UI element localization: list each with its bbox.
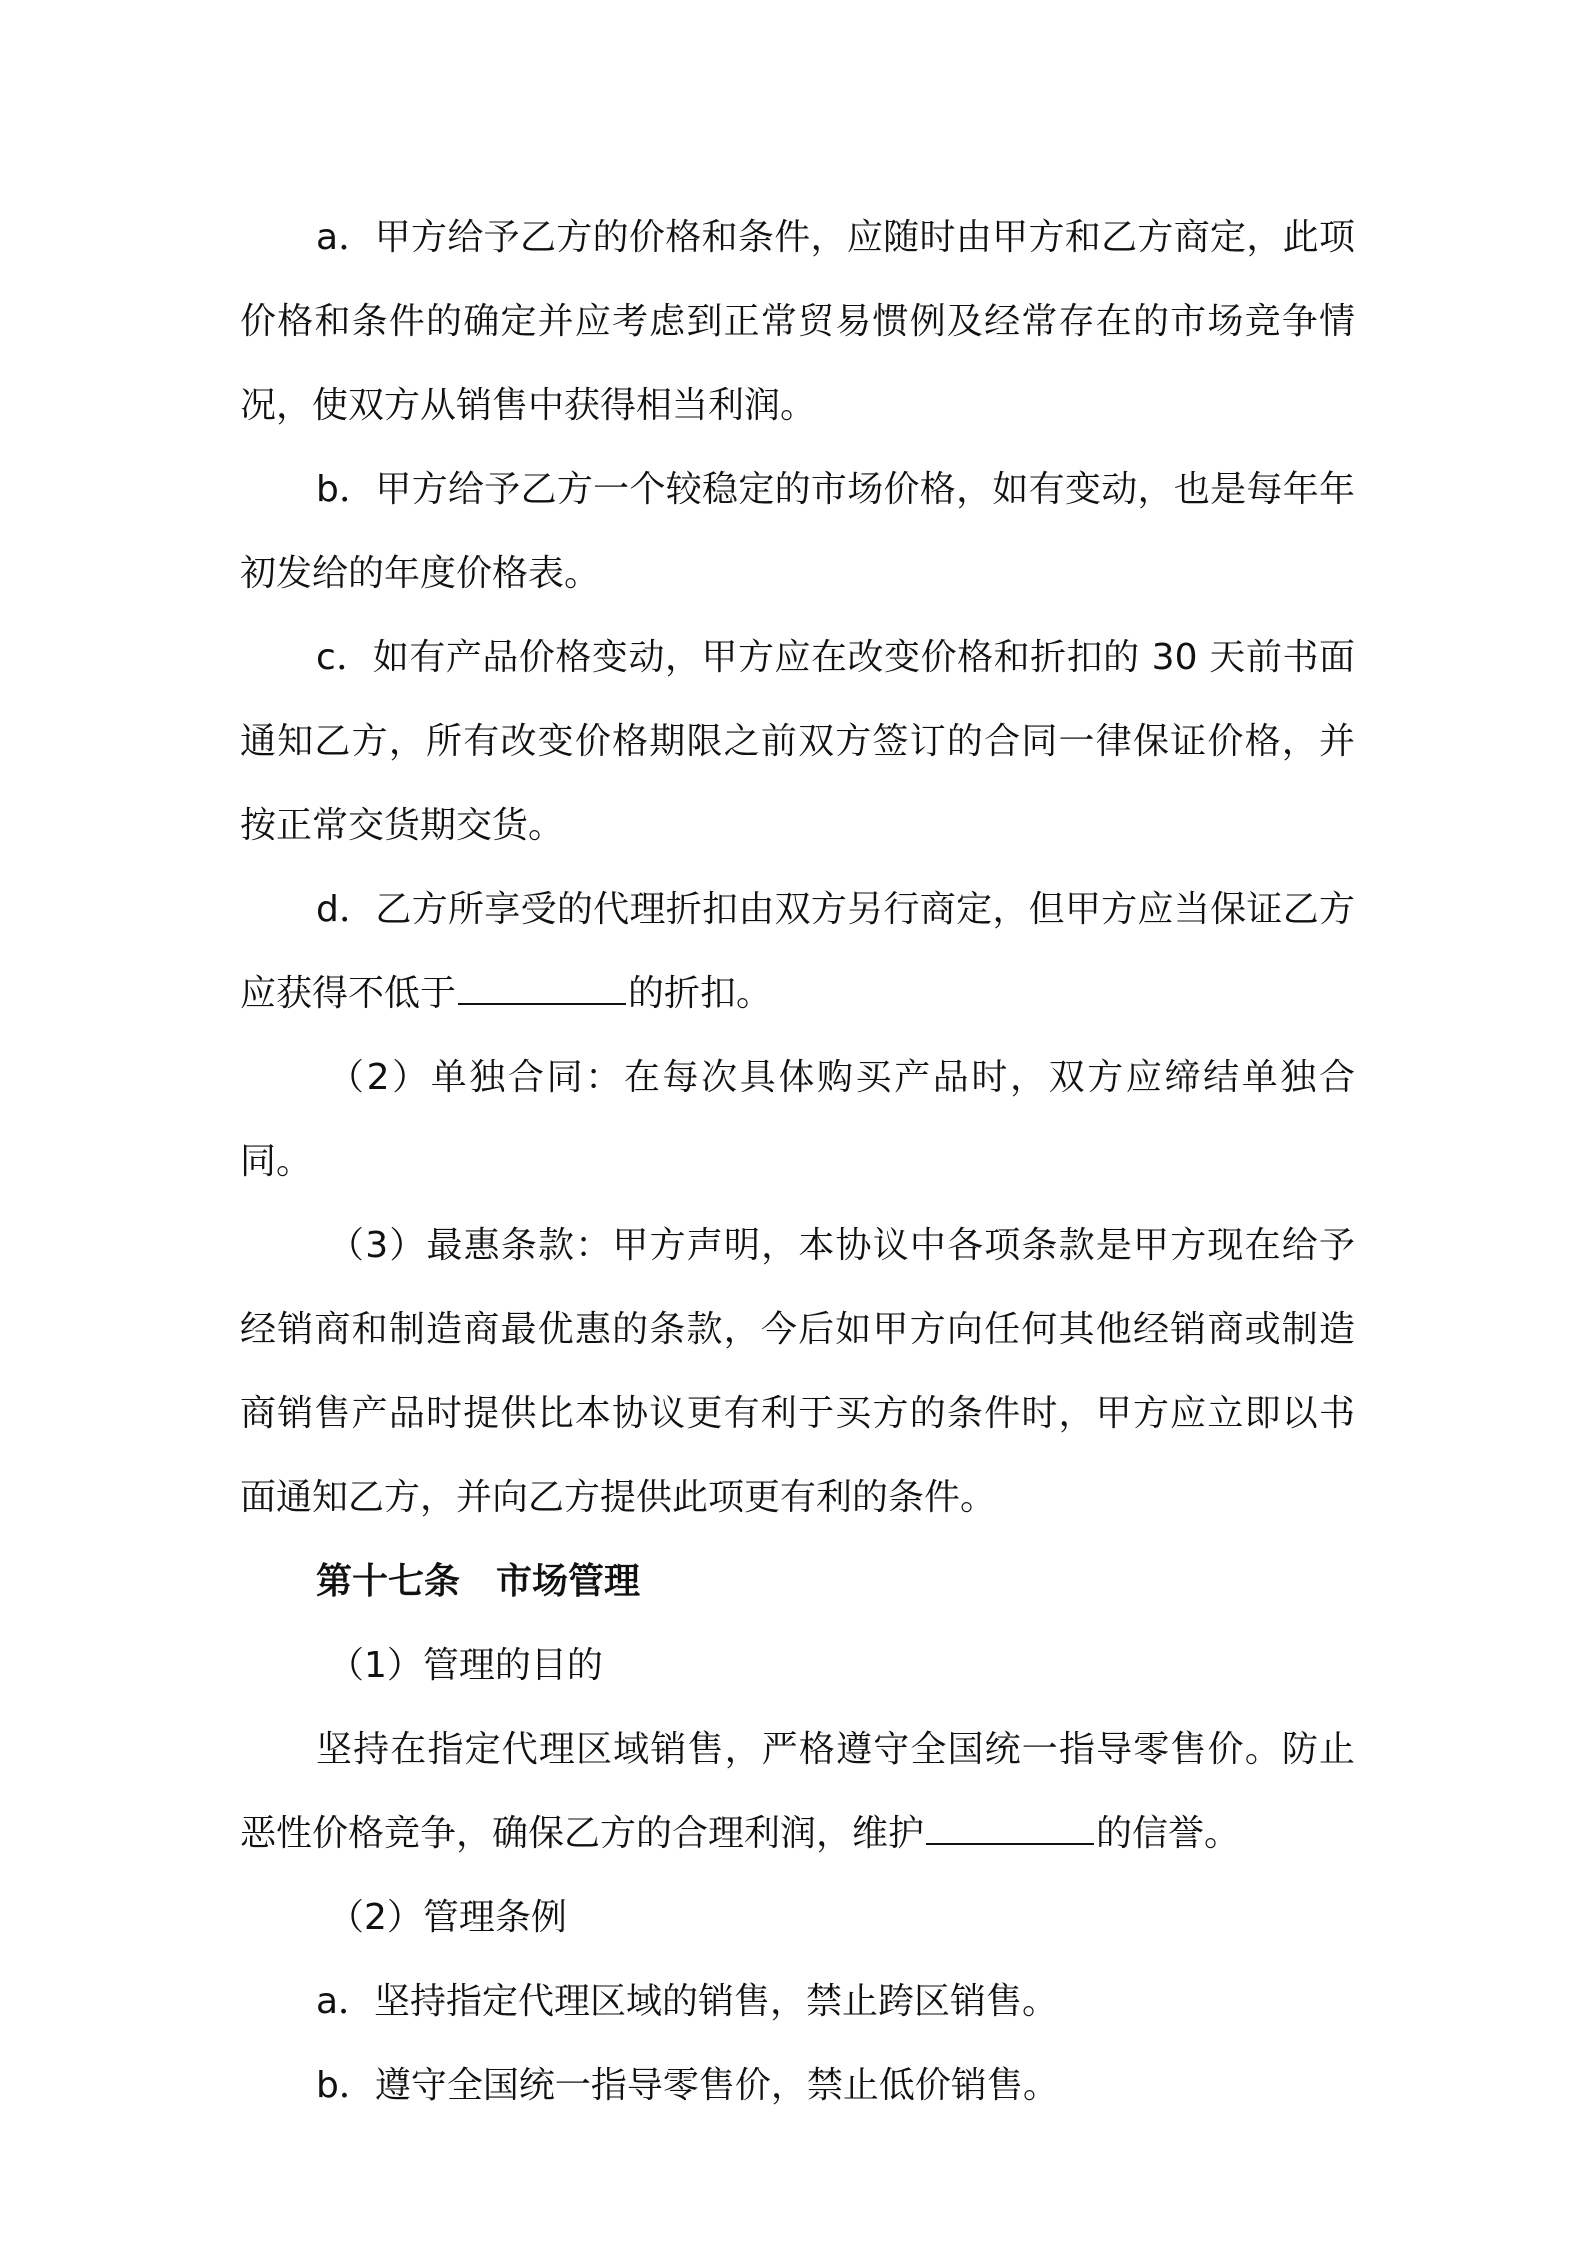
clause-separate-contract: （2）单独合同：在每次具体购买产品时，双方应缔结单独合同。 <box>240 1057 1355 1182</box>
management-purpose-text <box>240 1708 1355 1876</box>
clause-d-text-start: d．乙方所享受的代理折扣由双方另行商定，但甲方应当保证乙方应获得不低于 <box>240 889 1355 1014</box>
management-rule-b: b．遵守全国统一指导零售价，禁止低价销售。 <box>316 2065 1059 2106</box>
management-rules-title: （2）管理条例 <box>328 1897 567 1938</box>
purpose-text-start: 坚持在指定代理区域销售，严格遵守全国统一指导零售价。防止恶性价格竞争，确保乙方的合理利润，维护 <box>240 1729 1355 1854</box>
document-body <box>240 196 1355 2128</box>
clause-price-terms-c: c．如有产品价格变动，甲方应在改变价格和折扣的 30 天前书面通知乙方，所有改变价格期限之前双方签订的合同一律保证价格，并按正常交货期交货。 <box>240 637 1355 846</box>
clause-d-text-end: 的折扣。 <box>628 973 773 1014</box>
clause-most-favored: （3）最惠条款：甲方声明，本协议中各项条款是甲方现在给予经销商和制造商最优惠的条款，今后如甲方向任何其他经销商或制造商销售产品时提供比本协议更有利于买方的条件时，甲方应立即以书面通知乙方，并向乙方提供此项更有利的条件。 <box>240 1225 1355 1518</box>
article-17-heading: 第十七条 市场管理 <box>316 1561 641 1602</box>
fill-in-blank-reputation <box>926 1842 1094 1845</box>
fill-in-blank-discount <box>458 1002 626 1005</box>
purpose-text-end: 的信誉。 <box>1096 1813 1241 1854</box>
management-rule-a: a．坚持指定代理区域的销售，禁止跨区销售。 <box>316 1981 1059 2022</box>
clause-price-terms-d <box>240 868 1355 1036</box>
clause-price-terms-a: a．甲方给予乙方的价格和条件，应随时由甲方和乙方商定，此项价格和条件的确定并应考虑到正常贸易惯例及经常存在的市场竞争情况，使双方从销售中获得相当利润。 <box>240 217 1355 426</box>
management-purpose-title: （1）管理的目的 <box>328 1645 603 1686</box>
clause-price-terms-b: b．甲方给予乙方一个较稳定的市场价格，如有变动，也是每年年初发给的年度价格表。 <box>240 469 1355 594</box>
